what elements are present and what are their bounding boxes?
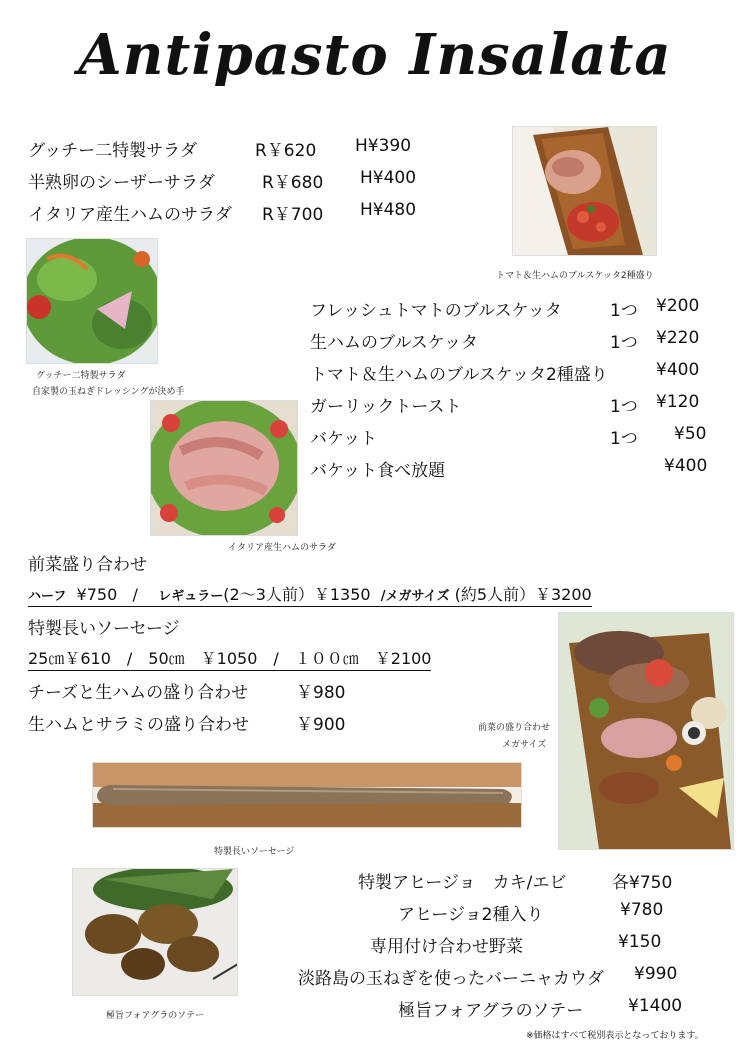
menu-item-bruschetta: バケット食べ放題 (310, 461, 446, 481)
photo-caption: イタリア産生ハムのサラダ (228, 543, 336, 553)
zensai-sizes: ハーフ ¥750 / レギュラー(2～3人前）￥1350 /メガサイズ (約5人前）￥3200 (28, 582, 592, 607)
item-qty: 1つ (610, 429, 638, 449)
menu-item-ajillo: アヒージョ2種入り (398, 905, 544, 925)
ham-salad-photo (150, 400, 298, 536)
price-half: H¥400 (360, 168, 417, 188)
menu-item-bruschetta: フレッシュトマトのブルスケッタ (310, 301, 562, 321)
photo-caption: メガサイズ (502, 740, 547, 750)
item-price: ¥120 (656, 392, 700, 412)
bruschetta-photo (512, 126, 657, 256)
section-heading-zensai: 前菜盛り合わせ (28, 555, 147, 575)
price-regular: R￥700 (262, 205, 324, 225)
item-price: ¥50 (674, 424, 707, 444)
menu-item-salad: 半熟卵のシーザーサラダ (28, 173, 215, 193)
menu-item-salad: グッチー二特製サラダ (28, 141, 197, 161)
item-price: ¥150 (618, 932, 662, 952)
page-title: Antipasto Insalata (78, 22, 672, 88)
item-price: ¥990 (634, 964, 678, 984)
menu-item-bruschetta: 生ハムのブルスケッタ (310, 333, 478, 353)
item-price: ￥980 (296, 683, 346, 703)
photo-caption: 前菜の盛り合わせ (478, 723, 551, 733)
item-price: 各¥750 (612, 873, 673, 893)
item-price: ¥400 (664, 456, 708, 476)
photo-caption: 特製長いソーセージ (214, 847, 295, 857)
price-half: H¥480 (360, 200, 417, 220)
menu-item-platter: チーズと生ハムの盛り合わせ (28, 683, 249, 703)
item-qty: 1つ (610, 333, 638, 353)
menu-item-bruschetta: ガーリックトースト (310, 397, 462, 417)
menu-item-salad: イタリア産生ハムのサラダ (28, 205, 232, 225)
item-qty: 1つ (610, 397, 638, 417)
photo-caption: グッチー二特製サラダ (36, 371, 126, 381)
item-price: ¥780 (620, 900, 664, 920)
zensai-photo (558, 612, 734, 850)
photo-caption: 極旨フォアグラのソテー (106, 1011, 205, 1021)
menu-item-bruschetta: バケット (310, 429, 378, 449)
menu-item-ajillo: 淡路島の玉ねぎを使ったバーニャカウダ (298, 969, 604, 989)
item-qty: 1つ (610, 301, 638, 321)
price-half: H¥390 (355, 136, 412, 156)
section-heading-sausage: 特製長いソーセージ (28, 619, 180, 639)
item-price: ¥220 (656, 328, 700, 348)
item-price: ¥200 (656, 296, 700, 316)
gucci-salad-photo (26, 238, 158, 364)
price-regular: R￥680 (262, 173, 324, 193)
menu-item-bruschetta: トマト＆生ハムのブルスケッタ2種盛り (310, 365, 608, 385)
menu-item-ajillo: 専用付け合わせ野菜 (370, 937, 523, 957)
item-price: ¥1400 (628, 996, 683, 1016)
foie-gras-photo (72, 868, 238, 996)
footnote: ※価格はすべて税別表示となっております。 (526, 1031, 704, 1041)
menu-item-ajillo: 特製アヒージョ カキ/エビ (358, 873, 567, 893)
photo-caption: トマト＆生ハムのブルスケッタ2種盛り (496, 271, 654, 281)
item-price: ¥400 (656, 360, 700, 380)
sausage-sizes: 25㎝￥610 / 50㎝ ￥1050 / １００㎝ ￥2100 (28, 646, 431, 671)
price-regular: R￥620 (255, 141, 317, 161)
menu-item-platter: 生ハムとサラミの盛り合わせ (28, 715, 249, 735)
menu-item-ajillo: 極旨フォアグラのソテー (398, 1001, 584, 1021)
item-price: ￥900 (296, 715, 346, 735)
sausage-photo (92, 762, 522, 828)
photo-caption: 自家製の玉ねぎドレッシングが決め手 (32, 387, 185, 397)
